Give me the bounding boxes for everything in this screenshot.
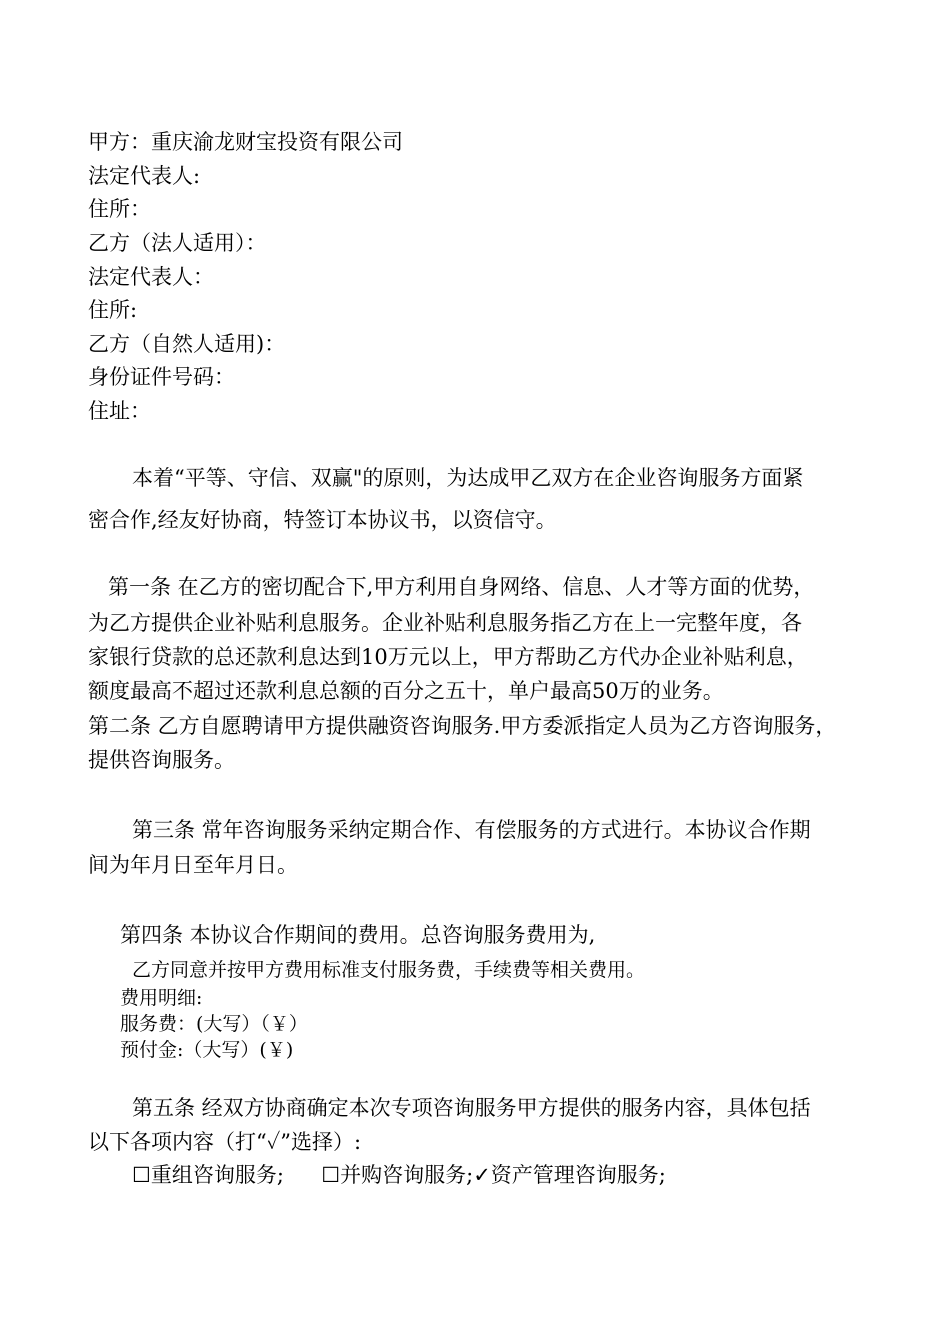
id-number-field: 身份证件号码： — [88, 365, 235, 389]
party-b-natural-person: 乙方（自然人适用)： — [88, 332, 286, 356]
checkmark-icon: ✓ — [473, 1163, 491, 1187]
option-merger-label: 并购咨询服务; — [340, 1163, 474, 1187]
article4-service-fee: 服务费：(大写）（￥） — [120, 1013, 308, 1035]
party-a-name: 甲方：重庆渝龙财宝投资有限公司 — [88, 130, 403, 154]
checkbox-empty-icon: ☐ — [321, 1163, 341, 1187]
option-merger[interactable] — [321, 1163, 473, 1187]
article1-line-2: 为乙方提供企业补贴利息服务。企业补贴利息服务指乙方在上一完整年度，各 — [88, 611, 802, 635]
article4-agree: 乙方同意并按甲方费用标准支付服务费，手续费等相关费用。 — [132, 959, 646, 981]
checkbox-empty-icon: ☐ — [132, 1163, 151, 1187]
article2-line-2: 提供咨询服务。 — [88, 748, 235, 772]
party-b-corporate: 乙方（法人适用）： — [88, 231, 267, 255]
option-restructuring-label: 重组咨询服务; — [150, 1163, 284, 1187]
party-b-address: 住所: — [88, 298, 138, 322]
party-a-representative: 法定代表人: — [88, 164, 201, 188]
option-asset-management-label: 资产管理咨询服务; — [490, 1163, 666, 1187]
article4-detail: 费用明细: — [120, 987, 203, 1009]
preamble-line-2: 密合作,经友好协商，特签订本协议书，以资信守。 — [88, 508, 557, 532]
option-asset-management[interactable] — [473, 1163, 666, 1187]
service-options — [132, 1160, 666, 1190]
preamble-line-1: 本着“平等、守信、双赢"的原则，为达成甲乙双方在企业咨询服务方面紧 — [132, 466, 804, 490]
article3-line-1: 第三条 常年咨询服务采纳定期合作、有偿服务的方式进行。本协议合作期 — [132, 818, 811, 842]
article1-line-4: 额度最高不超过还款利息总额的百分之五十，单户最高50万的业务。 — [88, 679, 724, 703]
residence-field: 住址： — [88, 399, 151, 423]
party-b-representative: 法定代表人： — [88, 265, 214, 289]
article4-prepay: 预付金:（大写）(￥) — [120, 1039, 294, 1061]
article2-line-1: 第二条 乙方自愿聘请甲方提供融资咨询服务.甲方委派指定人员为乙方咨询服务， — [88, 714, 837, 738]
option-restructuring[interactable] — [132, 1163, 284, 1187]
article1-line-3: 家银行贷款的总还款利息达到10万元以上，甲方帮助乙方代办企业补贴利息， — [88, 645, 808, 669]
article1-line-1: 第一条 在乙方的密切配合下,甲方利用自身网络、信息、人才等方面的优势， — [108, 575, 815, 599]
article4-title: 第四条 本协议合作期间的费用。总咨询服务费用为, — [120, 923, 596, 947]
article3-line-2: 间为年月日至年月日。 — [88, 853, 298, 877]
party-a-address: 住所： — [88, 197, 151, 221]
article5-line-1: 第五条 经双方协商确定本次专项咨询服务甲方提供的服务内容，具体包括 — [132, 1096, 811, 1120]
article5-line-2: 以下各项内容（打“✓”选择）: — [88, 1130, 362, 1154]
